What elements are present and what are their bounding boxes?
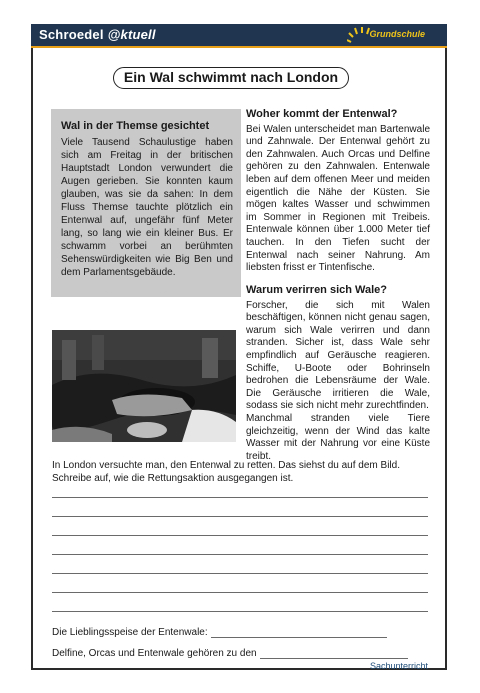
answer-line[interactable] — [52, 535, 428, 536]
section-heading-warum: Warum verirren sich Wale? — [246, 284, 388, 296]
section-text-warum-2: Manchmal stranden viele Tiere gleichzeitig, wenn der Wind das kalte Wasser mit der Nahrung vor eine Küste treibt. — [246, 412, 430, 462]
answer-blank-group[interactable] — [260, 647, 408, 659]
answer-line[interactable] — [52, 573, 428, 574]
section-text-woher: Bei Walen unterscheidet man Bartenwale und Zahnwale. Der Entenwal gehört zu den Zahnwalen. Auch Orcas und Delfine gehören zu den Zahnwalen. Entenwale leben auf dem offenen Meer und meiden eigentlich die Nähe der Küsten. Sie mögen kaltes Wasser und schwimmen im Sommer in Regionen mit Treibeis. Entenwale können über 1.000 Meter tief tauchen. In den Tiefen sucht der Entenwal nach seiner Nahrung. Am liebsten frisst er Tintenfische. — [246, 123, 430, 274]
clipping-text: Viele Tausend Schaulustige haben sich am Freitag in der britischen Hauptstadt London verwundert die Augen gerieben. Sie konnten kaum glauben, was sie da sahen: In dem Fluss Themse tauchte plötzlich ein Entenwal auf, ungefähr fünf Meter lang, so lang wie ein kleiner Bus. Er schwamm vorbei an berühmten Sehenswürdigkeiten wie Big Ben und dem Parlamentsgebäude. — [61, 137, 233, 278]
section-text-warum: Forscher, die sich mit Walen beschäftigen, können nicht genau sagen, warum sich Wale verirren und dann stranden. Sicher ist, dass Wale sehr empfindlich auf Geräusche reagieren. Schiffe, U-Boote oder Bohrinseln bedrohen die Lebensräume der Wale. Die Geräusche irritieren die Wale, sodass sie sich nicht mehr zurechtfinden. — [246, 299, 430, 412]
page-title: Ein Wal schwimmt nach London — [113, 67, 349, 89]
question-food — [52, 626, 387, 638]
question-group-label: Delfine, Orcas und Entenwale gehören zu den — [52, 648, 257, 659]
task-instruction: In London versuchte man, den Entenwal zu retten. Das siehst du auf dem Bild. Schreibe auf, wie die Rettungsaktion ausgegangen ist. — [52, 460, 400, 484]
section-warum — [246, 284, 430, 463]
question-food-label: Die Lieblingsspeise der Entenwale: — [52, 627, 208, 638]
brand-name: Schroedel — [39, 27, 104, 42]
grade-label: Grundschule — [369, 29, 425, 39]
answer-line[interactable] — [52, 611, 428, 612]
brand-logo — [39, 27, 156, 42]
newspaper-clipping — [51, 109, 241, 297]
answer-blank-food[interactable] — [211, 626, 387, 638]
brand-suffix: @ktuell — [107, 27, 156, 42]
clipping-heading: Wal in der Themse gesichtet — [61, 120, 210, 132]
question-group — [52, 647, 408, 659]
section-heading-woher: Woher kommt der Entenwal? — [246, 108, 398, 120]
answer-line[interactable] — [52, 497, 428, 498]
answer-line[interactable] — [52, 516, 428, 517]
whale-rescue-photo — [52, 330, 236, 442]
accent-line — [31, 46, 447, 48]
answer-line[interactable] — [52, 554, 428, 555]
section-woher — [246, 108, 430, 275]
subject-footer: Sachunterricht — [369, 661, 428, 671]
header-bar — [31, 24, 447, 46]
answer-line[interactable] — [52, 592, 428, 593]
